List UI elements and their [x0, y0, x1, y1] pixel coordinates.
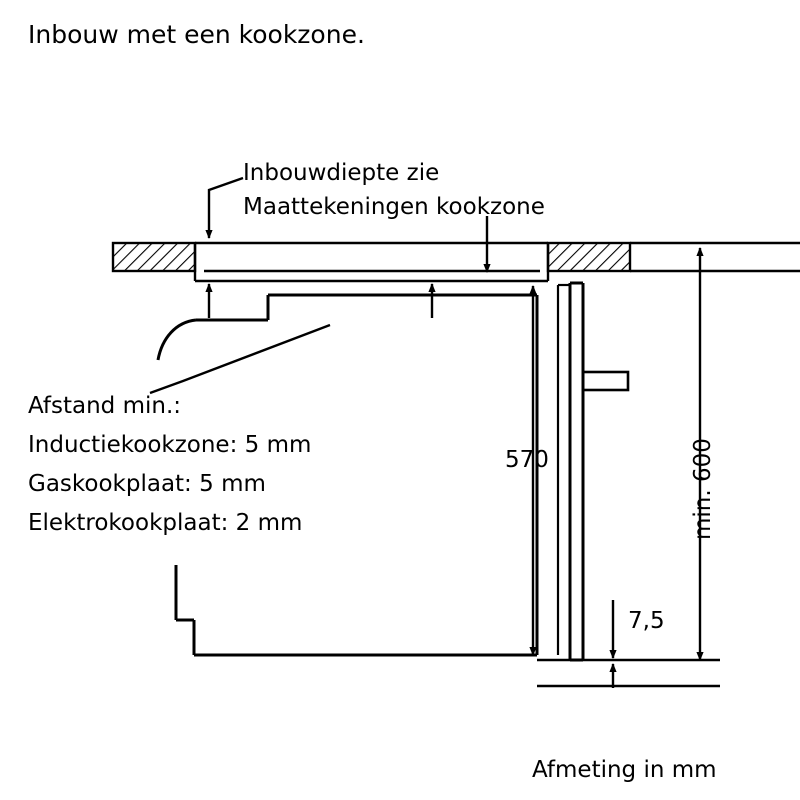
distance-note-line-1: Afstand min.: [28, 393, 182, 419]
page-title: Inbouw met een kookzone. [28, 20, 365, 49]
floor-baseline [537, 660, 720, 686]
depth-note-line-2: Maattekeningen kookzone [243, 194, 545, 220]
oven-front-panel [558, 283, 583, 660]
distance-note-line-3: Gaskookplaat: 5 mm [28, 471, 266, 497]
distance-note-line-2: Inductiekookzone: 5 mm [28, 432, 312, 458]
dimension-label-7-5: 7,5 [628, 608, 665, 634]
footer-units: Afmeting in mm [532, 757, 717, 783]
worktop-right-hatched [548, 243, 630, 271]
oven-handle [583, 372, 628, 390]
leader-distance-note [150, 284, 455, 393]
depth-note-line-1: Inbouwdiepte zie [243, 160, 440, 186]
cooktop-body [195, 243, 548, 281]
worktop-left-hatched [113, 243, 195, 271]
worktop-right-extension [630, 243, 800, 271]
dimension-label-min-600: min. 600 [690, 438, 716, 540]
leader-depth-note [209, 178, 243, 238]
dimension-label-570: 570 [505, 447, 549, 473]
distance-note-line-4: Elektrokookplaat: 2 mm [28, 510, 303, 536]
